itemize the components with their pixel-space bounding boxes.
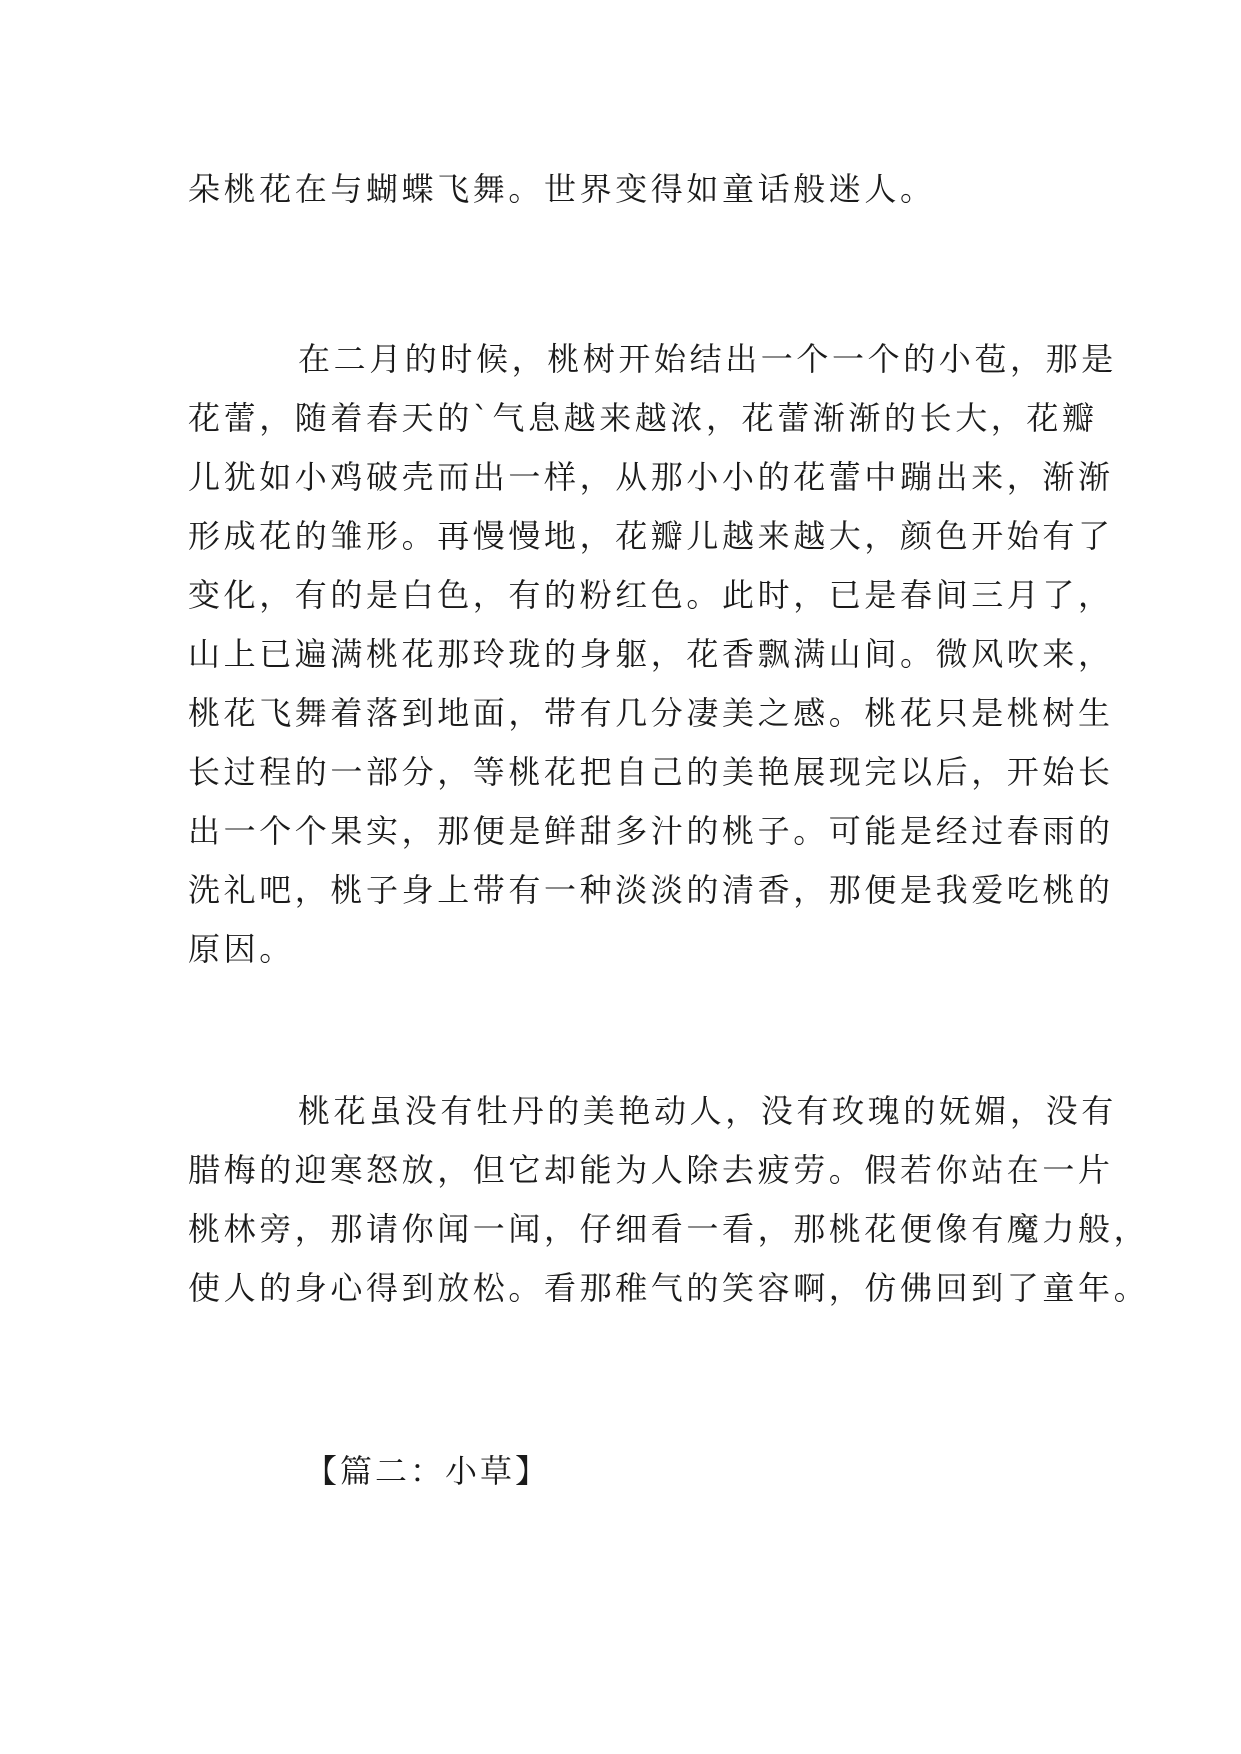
- text-line: 朵桃花在与蝴蝶飞舞。世界变得如童话般迷人。: [188, 170, 936, 208]
- text-line: 桃林旁，那请你闻一闻，仔细看一看，那桃花便像有魔力般，: [188, 1210, 1150, 1248]
- text-line: 变化，有的是白色，有的粉红色。此时，已是春间三月了，: [188, 576, 1114, 614]
- text-line: 出一个个果实，那便是鲜甜多汁的桃子。可能是经过春雨的: [188, 812, 1114, 850]
- section-heading: 【篇二：小草】: [305, 1452, 551, 1490]
- text-line: 桃花飞舞着落到地面，带有几分凄美之感。桃花只是桃树生: [188, 694, 1114, 732]
- text-line: 儿犹如小鸡破壳而出一样，从那小小的花蕾中蹦出来，渐渐: [188, 458, 1114, 496]
- text-line: 山上已遍满桃花那玲珑的身躯，花香飘满山间。微风吹来，: [188, 635, 1114, 673]
- paragraph-continuation: [188, 160, 1068, 219]
- paragraph-peach-blossom-praise: [188, 1082, 1150, 1318]
- paragraph-peach-blossom-growth: [188, 330, 1117, 979]
- text-line: 腊梅的迎寒怒放，但它却能为人除去疲劳。假若你站在一片: [188, 1151, 1114, 1189]
- text-line: 花蕾，随着春天的`气息越来越浓，花蕾渐渐的长大，花瓣: [188, 399, 1098, 437]
- text-line: 使人的身心得到放松。看那稚气的笑容啊，仿佛回到了童年。: [188, 1269, 1150, 1307]
- text-line: 桃花虽没有牡丹的美艳动人，没有玫瑰的妩媚，没有: [298, 1092, 1117, 1130]
- text-line: 在二月的时候，桃树开始结出一个一个的小苞，那是: [298, 340, 1117, 378]
- text-line: 形成花的雏形。再慢慢地，花瓣儿越来越大，颜色开始有了: [188, 517, 1114, 555]
- text-line: 长过程的一部分，等桃花把自己的美艳展现完以后，开始长: [188, 753, 1114, 791]
- text-line: 原因。: [188, 930, 295, 968]
- text-line: 洗礼吧，桃子身上带有一种淡淡的清香，那便是我爱吃桃的: [188, 871, 1114, 909]
